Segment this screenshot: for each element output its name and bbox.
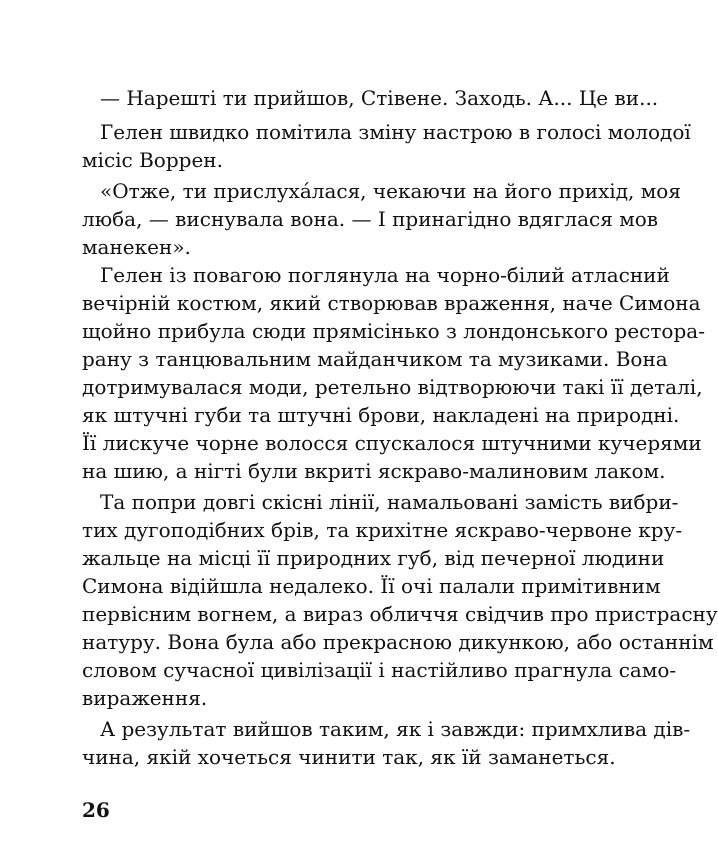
- text-line-11: дотримувалася моди, ретельно відтворюючи такі її деталі,: [82, 375, 703, 399]
- text-line-16: тих дугоподібних брів, та крихітне яскраво-червоне кру-: [82, 518, 683, 542]
- text-line-2: Гелен швидко помітила зміну настрою в голосі молодої: [100, 120, 691, 144]
- text-line-7: Гелен із повагою поглянула на чорно-білий атласний: [100, 263, 670, 287]
- text-line-14: на шию, а нігті були вкриті яскраво-малиновим лаком.: [82, 459, 666, 483]
- text-line-9: щойно прибула сюди прямісінько з лондонського рестора-: [82, 319, 705, 343]
- text-line-3: місіс Воррен.: [82, 148, 223, 172]
- text-line-10: рану з танцювальним майданчиком та музиками. Вона: [82, 347, 668, 371]
- page-number: 26: [82, 798, 110, 822]
- text-line-15: Та попри довгі скісні лінії, намальовані замість вибри-: [100, 490, 679, 514]
- text-line-12: як штучні губи та штучні брови, накладені на природні.: [82, 403, 680, 427]
- text-line-8: вечірній костюм, який створював враження, наче Симона: [82, 291, 701, 315]
- text-line-23: А результат вийшов таким, як і завжди: примхлива дів-: [100, 717, 691, 741]
- text-line-18: Симона відійшла недалеко. Її очі палали примітивним: [82, 574, 661, 598]
- text-line-5: люба, — виснувала вона. — І принагідно вдяглася мов: [82, 207, 659, 231]
- text-line-20: натуру. Вона була або прекрасною дикункою, або останнім: [82, 630, 714, 654]
- text-line-24: чина, якій хочеться чинити так, як їй заманеться.: [82, 745, 616, 769]
- text-line-4: «Отже, ти прислухáлася, чекаючи на його прихід, моя: [100, 179, 681, 203]
- text-line-21: словом сучасної цивілізації і настійливо прагнула само-: [82, 658, 677, 682]
- text-line-22: вираження.: [82, 686, 208, 710]
- text-line-6: манекен».: [82, 235, 191, 259]
- text-line-13: Її лискуче чорне волосся спускалося штучними кучерями: [82, 431, 702, 455]
- text-line-1: — Нарешті ти прийшов, Стівене. Заходь. А... Це ви...: [100, 86, 659, 110]
- text-line-19: первісним вогнем, а вираз обличчя свідчив про пристрасну: [82, 602, 718, 626]
- text-line-17: жальце на місці її природних губ, від печерної людини: [82, 546, 665, 570]
